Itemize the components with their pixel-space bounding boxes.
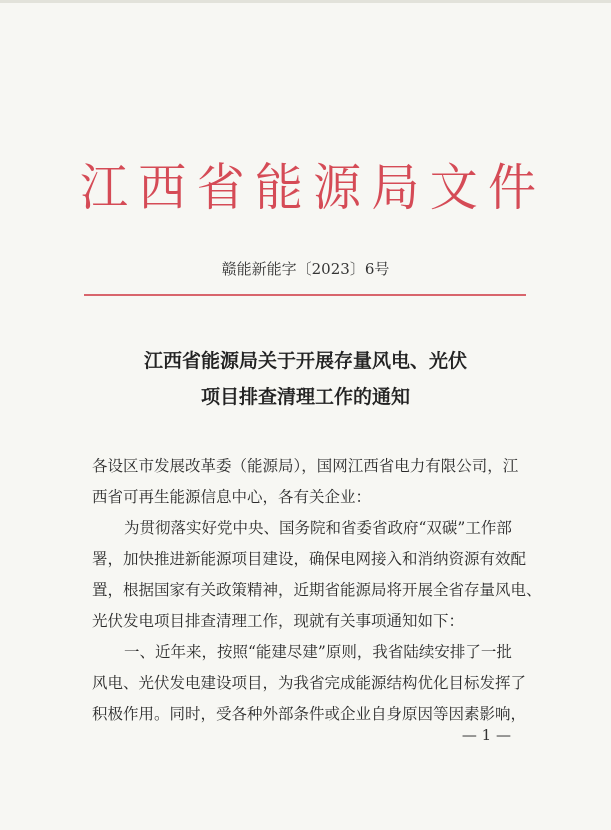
- red-divider-line: [84, 294, 526, 296]
- issuing-authority-header: [80, 158, 536, 218]
- header-char: 江: [80, 158, 129, 218]
- header-char: 件: [487, 158, 536, 218]
- top-border: [0, 0, 611, 3]
- body-line: 置，根据国家有关政策精神，近期省能源局将开展全省存量风电、: [92, 581, 542, 599]
- notice-title-line-1: 江西省能源局关于开展存量风电、光伏: [143, 350, 467, 372]
- body-line: 西省可再生能源信息中心，各有关企业：: [92, 488, 372, 506]
- body-line: 为贯彻落实好党中央、国务院和省委省政府“双碳”工作部: [124, 519, 512, 537]
- notice-title-line-2: 项目排查清理工作的通知: [200, 386, 410, 408]
- body-line: 各设区市发展改革委（能源局），国网江西省电力有限公司，江: [92, 457, 519, 475]
- document-number: 赣能新能字〔2023〕6号: [221, 260, 390, 278]
- body-line: 风电、光伏发电建设项目，为我省完成能源结构优化目标发挥了: [92, 674, 527, 692]
- body-line: 一、近年来，按照“能建尽建”原则，我省陆续安排了一批: [124, 643, 512, 661]
- body-line: 积极作用。同时，受各种外部条件或企业自身原因等因素影响，: [92, 705, 527, 723]
- header-char: 局: [371, 158, 420, 218]
- page-number: — 1 —: [461, 726, 511, 744]
- header-char: 文: [429, 158, 478, 218]
- header-char: 源: [313, 158, 362, 218]
- header-char: 西: [138, 158, 187, 218]
- body-line: 署，加快推进新能源项目建设，确保电网接入和消纳资源有效配: [92, 550, 527, 568]
- header-char: 省: [196, 158, 245, 218]
- header-char: 能: [254, 158, 303, 218]
- body-line: 光伏发电项目排查清理工作，现就有关事项通知如下：: [92, 612, 465, 630]
